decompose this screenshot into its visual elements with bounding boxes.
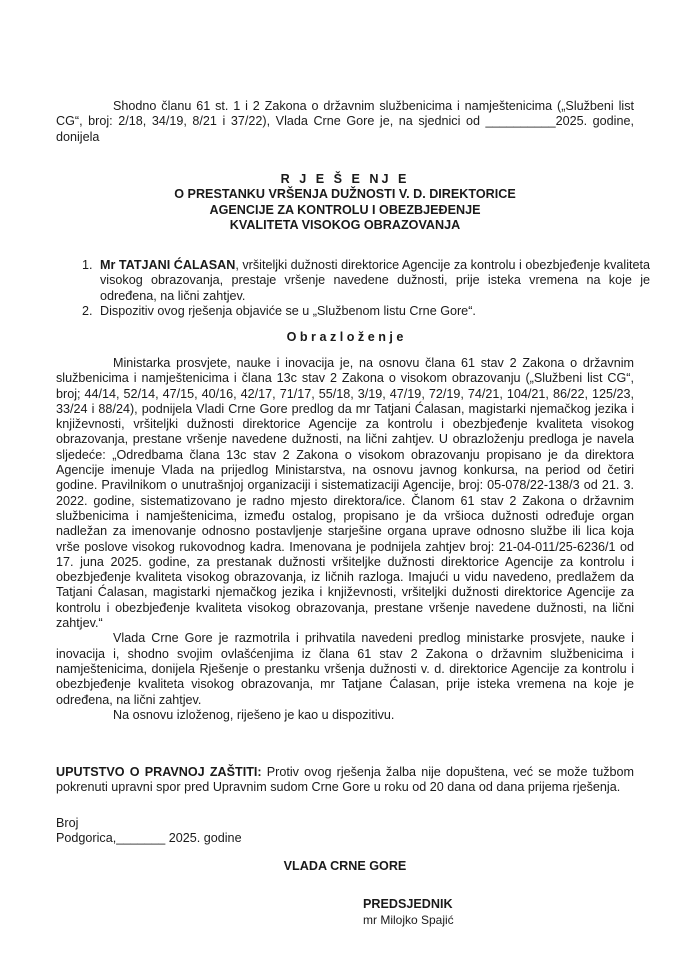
government-name: VLADA CRNE GORE [283, 859, 407, 873]
title-line: R J E Š E NJ E [280, 172, 410, 186]
signer-title: PREDSJEDNIK [363, 897, 453, 911]
item-text: Dispozitiv ovog rješenja objaviće se u „Službenom listu Crne Gore“. [100, 303, 476, 318]
legal-remedy-label: UPUTSTVO O PRAVNOJ ZAŠTITI: [56, 765, 262, 779]
name-bold: Mr TATJANI ĆALASAN [100, 258, 236, 272]
reasoning-paragraph: Ministarka prosvjete, nauke i inovacija je, na osnovu člana 61 stav 2 Zakona o državnim službenicima i namještenicima i člana 13c stav 2 Zakona o visokom obrazovanju („Službeni list CG“, broj; 44/14, 52/14, 47/15, 40/16, 42/17, 71/17, 55/18, 3/19, 47/19, 72/19, 74/21, 104/21, 86/22, 125/23, 33/24 i 88/24), podnijela Vladi Crne Gore predlog da mr Tatjani Ćalasan, magistarki njemačkog jezika i književnosti, vršiteljki dužnosti direktorice Agencije za kontrolu i obezbjeđenje kvaliteta visokog obrazovanja, prestane vršenje navedene dužnosti, na lični zahtjev. U obrazloženju predloga je navela sljedeće: „Odredbama člana 13c stav 2 Zakona o visokom obrazovanju propisano je da direktora Agencije imenuje Vlada na prijedlog Ministarstva, na osnovu javnog konkursa, na period od četiri godine. Pravilnikom o unutrašnjoj organizaciji i sistematizaciji Agencije, broj: 05-078/22-138/3 od 21. 3. 2022. godine, sistematizovano je radno mjesto direktora/ice. Članom 61 stav 2 Zakona o državnim službenicima i namještenicima, između ostalog, propisano je da vršioca dužnosti određuje organ nadležan za imenovanje odnosno postavljenje starješine organa uprave odnosno službe ili lica koja vrše poslove visokog rukovodnog kadra. Imenovana je podnijela zahtjev broj: 21-04-011/25-6236/1 od 17. juna 2025. godine, za prestanak dužnosti vršiteljke dužnosti direktorice Agencije za kontrolu i obezbjeđenje kvaliteta visokog obrazovanja, iz ličnih razloga. Imajući u vidu navedeno, predlažem da Tatjani Ćalasan, magistarki njemačkog jezika i književnosti, vršiteljki dužnosti direktorice Agencije za kontrolu i obezbjeđenje kvaliteta visokog obrazovanja, prestane vršenje navedene dužnosti, na lični zahtjev.“ [56, 356, 634, 631]
place-date: Podgorica,_______ 2025. godine [56, 831, 242, 845]
dispositive-list [56, 258, 650, 319]
title-line: O PRESTANKU VRŠENJA DUŽNOSTI V. D. DIREKTORICE [174, 187, 516, 202]
title-line: KVALITETA VISOKOG OBRAZOVANJA [229, 217, 461, 232]
reasoning-paragraph: Na osnovu izloženog, riješeno je kao u dispozitivu. [113, 707, 395, 722]
signer-name: mr Milojko Spajić [363, 913, 454, 927]
legal-remedy-text: Protiv ovog rješenja žalba nije dopuštena, već se može tužbom pokrenuti upravni spor pred Upravnim sudom Crne Gore u roku od 20 dana od dana prijema rješenja. [56, 765, 634, 795]
document-title [56, 172, 634, 233]
reasoning-paragraph: Vlada Crne Gore je razmotrila i prihvatila navedeni predlog ministarke prosvjete, nauke i inovacija i, shodno svojim ovlašćenjima iz člana 61 stav 2 Zakona o državnim službenicima i namještenicima, donijela Rješenje o prestanku vršenja dužnosti v. d. direktorice Agencije za kontrolu i obezbjeđenje kvaliteta visokog obrazovanja, mr Tatjane Ćalasan, prije isteka vremena na koje je određena, na lični zahtjev. [56, 631, 634, 707]
intro-paragraph: Shodno članu 61 st. 1 i 2 Zakona o državnim službenicima i namještenicima („Službeni list CG“, broj: 2/18, 34/19, 8/21 i 37/22), Vlada Crne Gore je, na sjednici od __________2025. godine, donijela [56, 99, 634, 144]
legal-remedy [56, 765, 634, 796]
list-item [96, 258, 650, 304]
item-text: , vršiteljki dužnosti direktorice Agencije za kontrolu i obezbjeđenje kvaliteta visokog obrazovanja, prestaje vršenje navedene dužnosti, prije isteka vremena na koje je određena, na lični zahtjev. [100, 258, 650, 303]
document-number: Broj [56, 816, 79, 830]
list-item [96, 304, 650, 319]
reasoning-heading: O b r a z l o ž e n j e [286, 330, 404, 344]
reasoning-body [56, 356, 634, 723]
title-line: AGENCIJE ZA KONTROLU I OBEZBJEĐENJE [209, 202, 481, 217]
